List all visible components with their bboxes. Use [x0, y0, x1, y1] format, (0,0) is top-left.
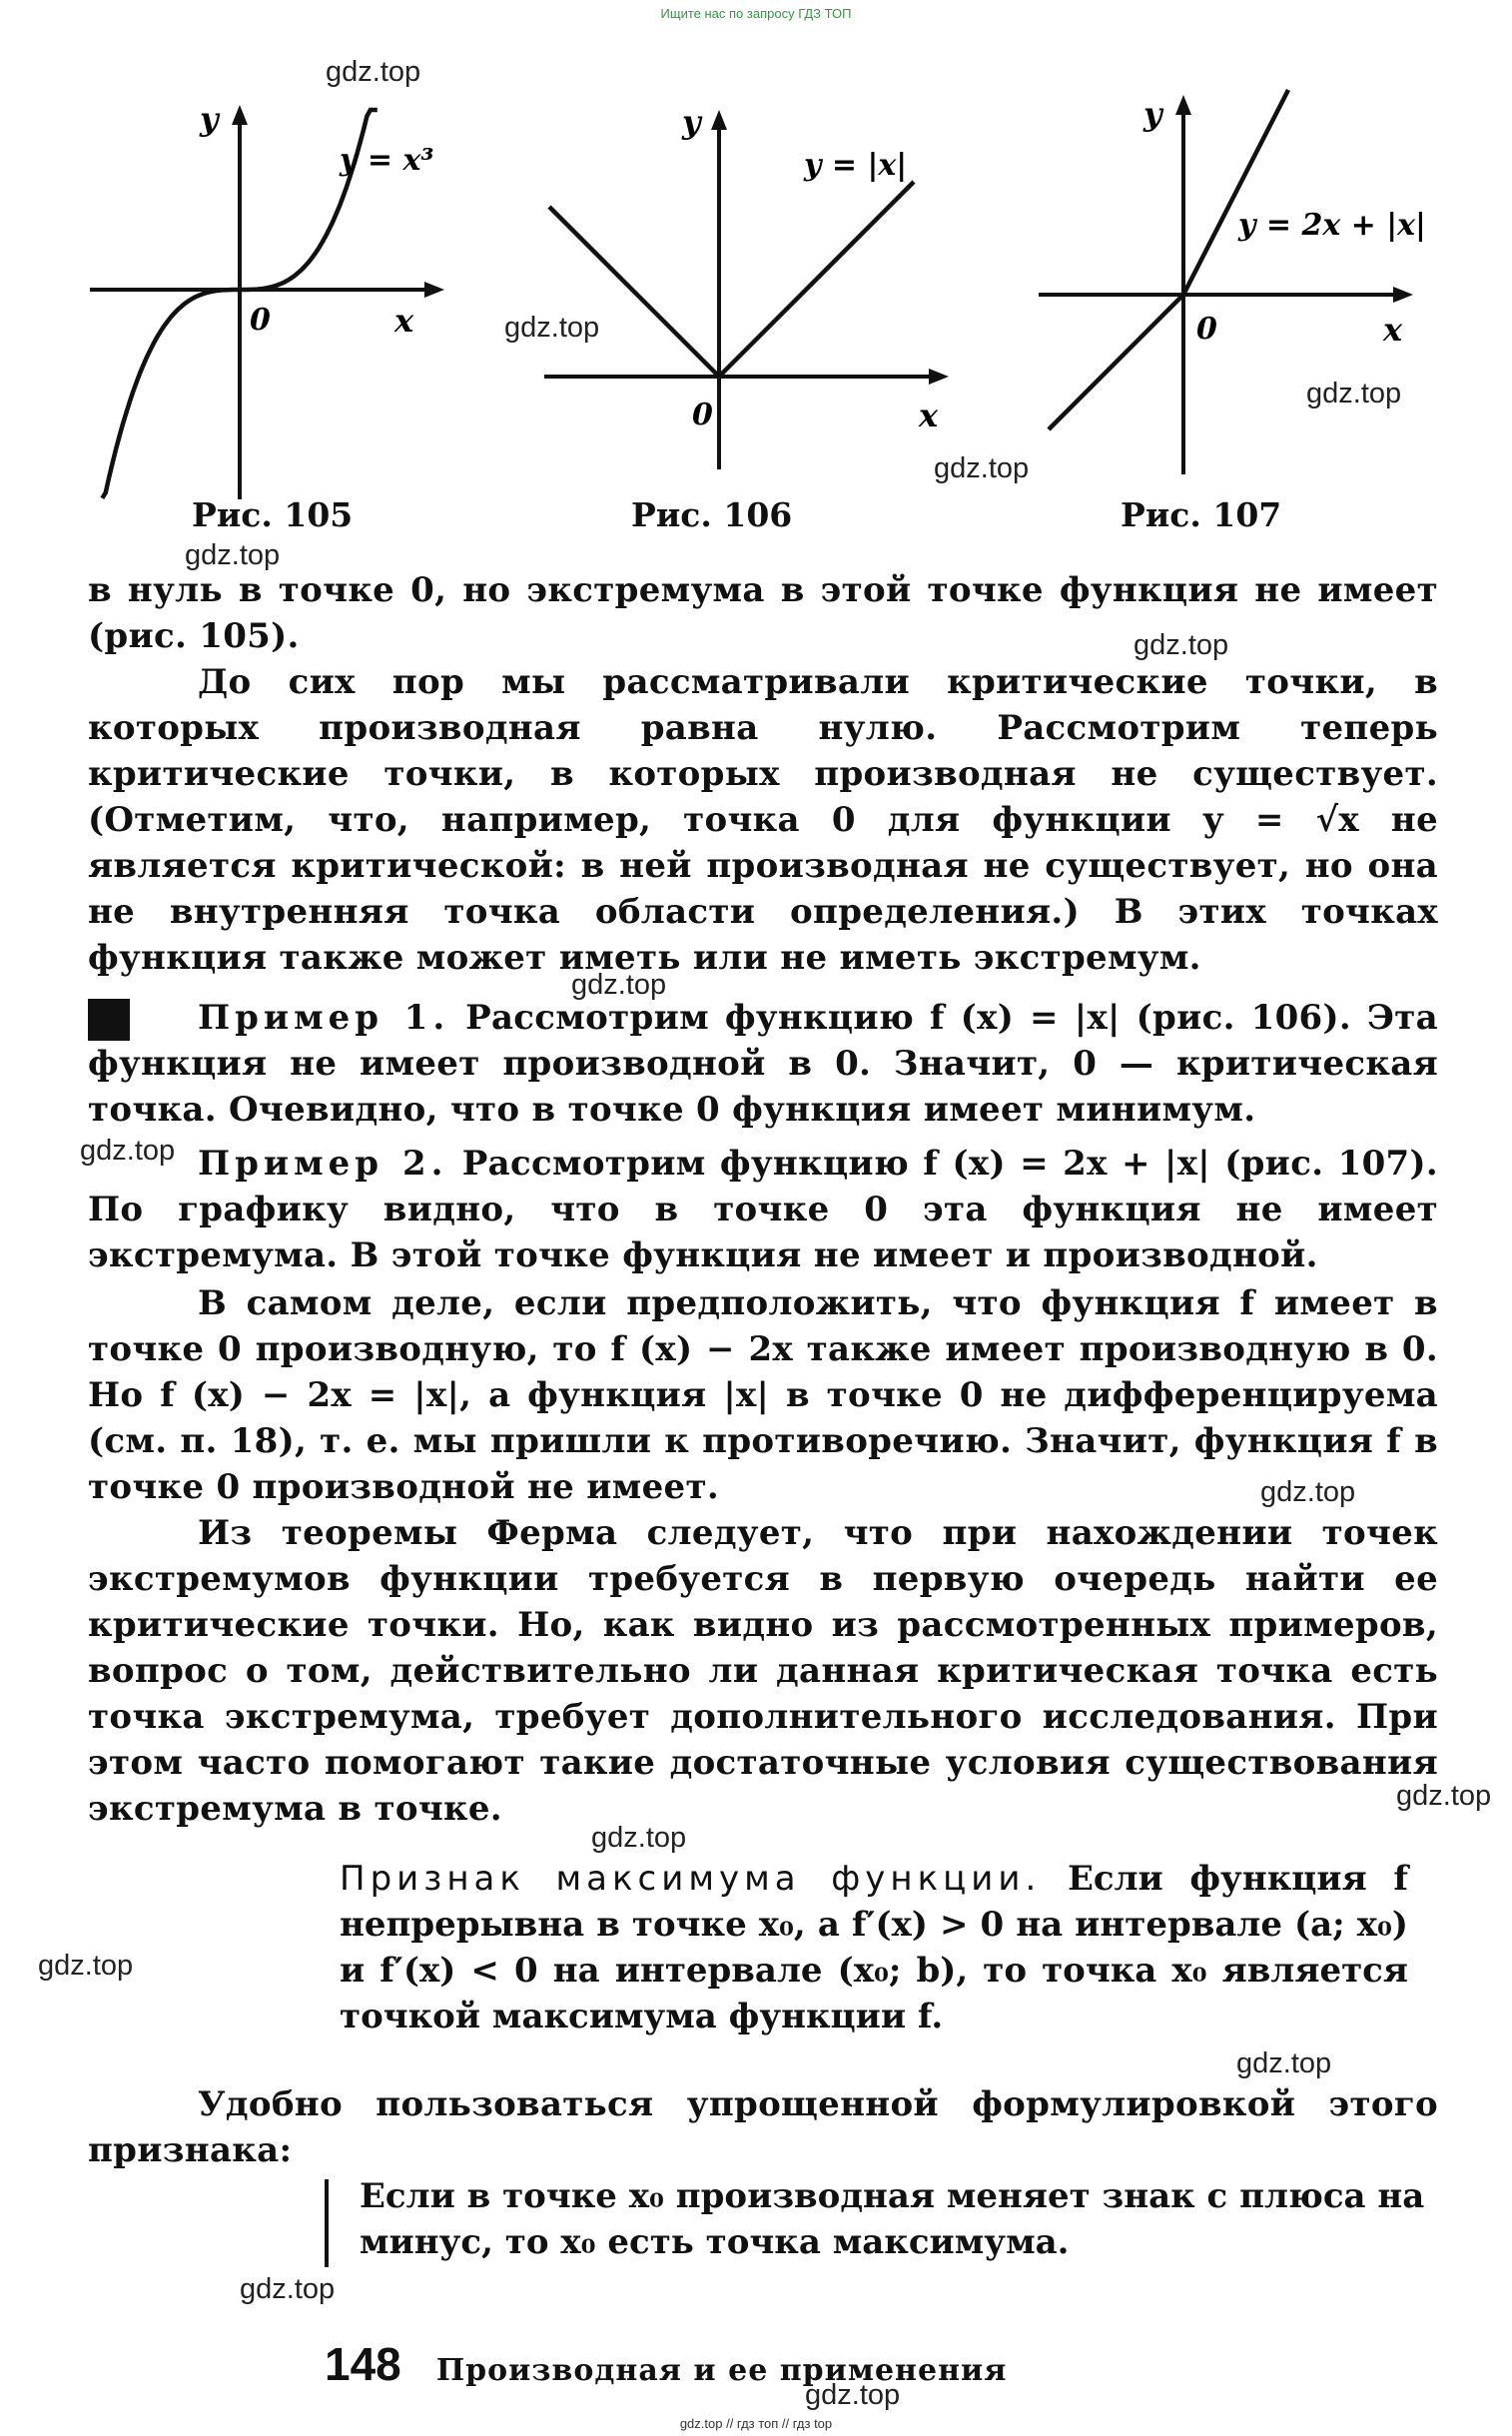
caption-105: Рис. 105	[192, 495, 354, 534]
criterion-head: Признак максимума функции.	[340, 1859, 1042, 1899]
maximum-criterion	[340, 1856, 1408, 2039]
top-note: Ищите нас по запросу ГДЗ ТОП	[660, 6, 852, 21]
example-2	[88, 1141, 1438, 1278]
figure-107	[1029, 85, 1508, 494]
axis-x-label: x	[919, 397, 939, 434]
rule-bar	[325, 2179, 329, 2267]
caption-107: Рис. 107	[1121, 495, 1282, 534]
figure-105	[80, 90, 459, 509]
figure-106	[534, 95, 964, 474]
paragraph-4	[88, 1510, 1438, 1832]
watermark: gdz.top	[326, 56, 421, 88]
axis-y-label: y	[1143, 95, 1162, 133]
piecewise-graph	[1049, 90, 1288, 429]
watermark: gdz.top	[1396, 1780, 1492, 1812]
running-title: Производная и ее применения	[435, 2353, 1008, 2388]
example-2-body: Рассмотрим функцию f (x) = 2x + |x| (рис. 107). По графику видно, что в точке 0 эта функция не имеет экстремума. В этой точке функция не имеет и производной.	[88, 1144, 1439, 1275]
example-1-body: Рассмотрим функцию f (x) = |x| (рис. 106). Эта функция не имеет производной в 0. Значит, 0 — критическая точка. Очевидно, что в точке 0 функция имеет минимум.	[88, 998, 1439, 1130]
paragraph-2-text: До сих пор мы рассматривали критические точки, в которых производная равна нулю. Рассмотрим теперь критические точки, в которых производная не существует. (Отметим, что, например, точка 0 для функции y = √x не является критической: в ней производная не существует, но она не внутренняя точка области определения.) В этих точках функция также может иметь или не иметь экстремум.	[88, 662, 1438, 978]
simplified-intro-text: Удобно пользоваться упрощенной формулировкой этого признака:	[88, 2084, 1438, 2170]
page-footer	[325, 2337, 1007, 2391]
curve-label: y = |x|	[804, 148, 908, 183]
axis-y-label: y	[200, 100, 219, 138]
watermark: gdz.top	[80, 1135, 176, 1167]
watermark: gdz.top	[1134, 629, 1229, 661]
watermark: gdz.top	[591, 1822, 687, 1854]
origin-label: 0	[250, 303, 271, 338]
watermark: gdz.top	[38, 1950, 134, 1982]
example-2-head: Пример 2.	[198, 1144, 448, 1184]
watermark: gdz.top	[504, 312, 600, 344]
example-1	[88, 995, 1438, 1133]
page-number: 148	[325, 2338, 401, 2390]
curve-label: y = x³	[340, 143, 434, 178]
watermark: gdz.top	[934, 452, 1030, 484]
watermark: gdz.top	[805, 2379, 901, 2411]
abs-graph	[549, 182, 914, 377]
watermark: gdz.top	[185, 539, 281, 571]
axis-y-label: y	[682, 103, 701, 141]
simplified-intro	[88, 2081, 1438, 2173]
bottom-note: gdz.top // гдз топ // гдз top	[679, 2416, 833, 2431]
example-1-head: Пример 1.	[198, 998, 450, 1038]
simplified-rule: Если в точке x₀ производная меняет знак с плюса на минус, то x₀ есть точка максимума.	[360, 2176, 1425, 2262]
watermark: gdz.top	[1260, 1476, 1356, 1508]
criterion-body: Если функция f непрерывна в точке x₀, а f′(x) > 0 на интервале (a; x₀) и f′(x) < 0 на интервале (x₀; b), то точка x₀ является точкой максимума функции f.	[340, 1859, 1408, 2036]
watermark: gdz.top	[1236, 2047, 1332, 2079]
axis-x-label: x	[1383, 311, 1403, 349]
paragraph-1	[88, 567, 1438, 659]
origin-label: 0	[692, 398, 713, 432]
paragraph-4-text: Из теоремы Ферма следует, что при нахождении точек экстремумов функции требуется в первую очередь найти ее критические точки. Но, как видно из рассмотренных примеров, вопрос о том, действительно ли данная критическая точка есть точка экстремума, требует дополнительного исследования. При этом часто помогают такие достаточные условия существования экстремума в точке.	[88, 1513, 1438, 1829]
watermark: gdz.top	[1306, 378, 1402, 409]
axis-x-label: x	[394, 302, 414, 340]
origin-label: 0	[1196, 312, 1217, 347]
paragraph-2	[88, 659, 1438, 981]
caption-106: Рис. 106	[631, 495, 793, 534]
watermark: gdz.top	[240, 2273, 336, 2305]
curve-label: y = 2x + |x|	[1238, 208, 1426, 243]
watermark: gdz.top	[571, 969, 667, 1001]
paragraph-1-text: в нуль в точке 0, но экстремума в этой точке функция не имеет (рис. 105).	[88, 570, 1438, 656]
paragraph-3	[88, 1280, 1438, 1510]
paragraph-3-text: В самом деле, если предположить, что функция f имеет в точке 0 производную, то f (x) − 2x также имеет производную в 0. Но f (x) − 2x = |x|, а функция |x| в точке 0 не дифференцируема (см. п. 18), т. е. мы пришли к противоречию. Значит, функция f в точке 0 производной не имеет.	[88, 1283, 1438, 1507]
